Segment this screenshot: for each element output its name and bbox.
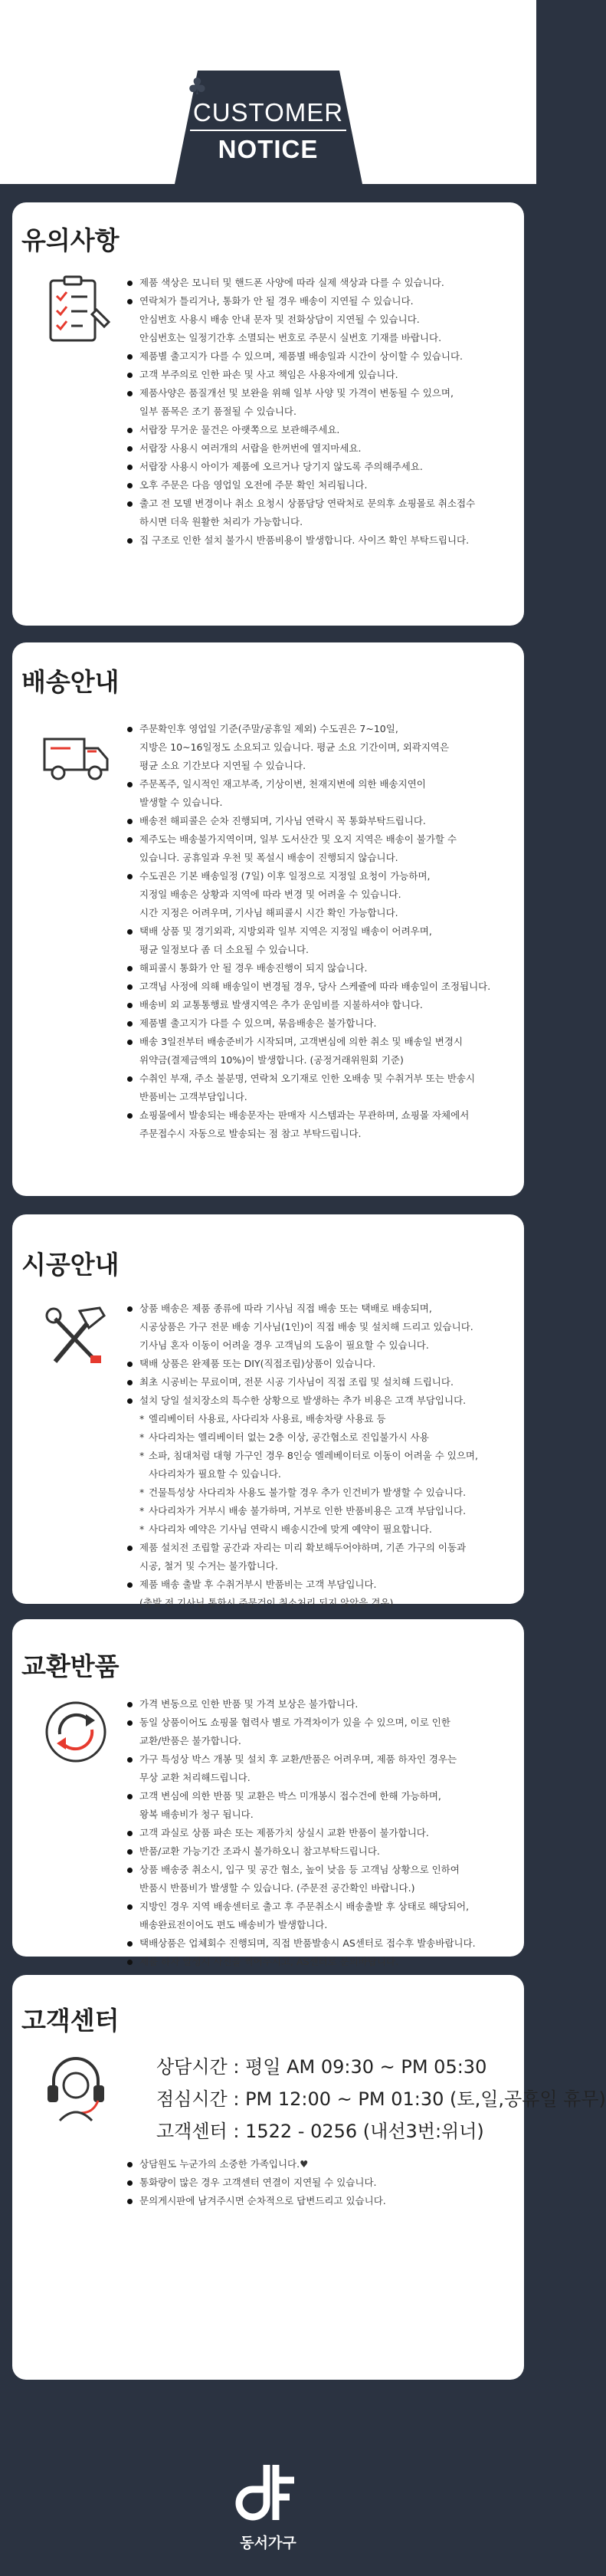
section-title: 유의사항 <box>21 225 120 255</box>
notice-item: 상품 배송은 제품 종류에 따라 기사님 직접 배송 또는 택배로 배송되며, <box>127 1300 518 1318</box>
caution-list <box>127 274 518 550</box>
delivery-truck-icon <box>40 721 112 793</box>
notice-item: 배송완료전이어도 편도 배송비가 발생합니다. <box>139 1919 328 1930</box>
notice-item: * 소파, 침대처럼 대형 가구인 경우 8인승 엘레베이터로 이동이 어려울 수 있으며, <box>127 1447 518 1465</box>
notice-item: 위약금(결제금액의 10%)이 발생합니다. (공정거래위원회 기준) <box>139 1054 404 1066</box>
notice-item: 배송비 외 교통통행료 발생지역은 추가 운임비를 지불하셔야 합니다. <box>127 997 518 1014</box>
refresh-arrows-icon <box>40 1696 112 1768</box>
notice-item: 제품 배송 출발 후 수취거부시 반품비는 고객 부담입니다. <box>127 1576 518 1594</box>
notice-item: * 사다리차 예약은 기사님 연락시 배송시간에 맞게 예약이 필요합니다. <box>127 1521 518 1539</box>
section-title: 고객센터 <box>21 2006 120 2036</box>
notice-item: 택배상품은 업체회수 진행되며, 직접 반품발송시 AS센터로 접수후 발송바랍니다. <box>127 1935 518 1953</box>
notice-item: 주문확인후 영업일 기준(주말/공휴일 제외) 수도권은 7~10일, <box>127 721 518 738</box>
notice-item: 최초 시공비는 무료이며, 전문 시공 기사님이 직접 조립 및 설치해 드립니다. <box>127 1374 518 1392</box>
notice-item: 왕복 배송비가 청구 됩니다. <box>139 1809 254 1820</box>
notice-item: 시간 지정은 어려우며, 기사님 해피콜시 시간 확인 가능합니다. <box>139 907 398 918</box>
cs-phone-number: 고객센터 : 1522 - 0256 (내선3번:위너) <box>156 2121 484 2142</box>
notice-item: 동일 상품이어도 쇼핑몰 협력사 별로 가격차이가 있을 수 있으며, 이로 인한 <box>127 1714 518 1732</box>
delivery-section <box>12 642 524 1196</box>
notice-item: 일부 품목은 조기 품절될 수 있습니다. <box>139 406 296 417</box>
notice-item: 연락처가 틀리거나, 통화가 안 될 경우 배송이 지연될 수 있습니다. <box>127 293 518 310</box>
notice-item: 집 구조로 인한 설치 불가시 반품비용이 발생합니다. 사이즈 확인 부탁드립니다. <box>127 532 518 550</box>
notice-item: 해피콜시 통화가 안 될 경우 배송진행이 되지 않습니다. <box>127 960 518 978</box>
df-brand-logo <box>230 2457 306 2526</box>
notice-item: 교환/반품은 불가합니다. <box>139 1735 241 1746</box>
notice-item: 지정일 배송은 상황과 지역에 따라 변경 및 어려울 수 있습니다. <box>139 889 401 900</box>
section-title: 배송안내 <box>21 667 120 697</box>
notice-item: 제품 설치전 조립할 공간과 자리는 미리 확보해두어야하며, 기존 가구의 이동과 <box>127 1539 518 1557</box>
notice-item: * 건물특성상 사다리차 사용도 불가할 경우 추가 인건비가 발생할 수 있습니다. <box>127 1484 518 1502</box>
notice-item: 서랍장 사용시 여러개의 서랍을 한꺼번에 열지마세요. <box>127 440 518 458</box>
notice-item: 오후 주문은 다음 영업일 오전에 주문 확인 처리됩니다. <box>127 477 518 495</box>
checklist-icon <box>40 274 112 347</box>
notice-item: 택배 상품은 완제품 또는 DIY(직접조립)상품이 있습니다. <box>127 1355 518 1373</box>
notice-item: 서랍장 무거운 물건은 아랫쪽으로 보관해주세요. <box>127 422 518 439</box>
notice-item: (출발 전 기사님 통화시 주문건이 취소처리 되지 않았을 경우) <box>139 1597 394 1608</box>
phone-headset-icon <box>40 2052 112 2124</box>
notice-item: 발생할 수 있습니다. <box>139 797 223 808</box>
notice-item: 고객 부주의로 인한 파손 및 사고 책임은 사용자에게 있습니다. <box>127 366 518 384</box>
notice-item: 서랍장 사용시 아이가 제품에 오르거나 당기지 않도록 주의해주세요. <box>127 458 518 476</box>
cs-hours-lunch: 점심시간 : PM 12:00 ~ PM 01:30 (토,일,공휴일 휴무) <box>156 2088 606 2110</box>
notice-item: 출고 전 모델 변경이나 취소 요청시 상품담당 연락처로 문의후 쇼핑몰로 취소접수 <box>127 495 518 513</box>
notice-item: 지방은 10~16일정도 소요되고 있습니다. 평균 소요 기간이며, 외곽지역은 <box>139 741 450 753</box>
notice-item: 제품별 출고지가 다를 수 있으며, 제품별 배송일과 시간이 상이할 수 있습니다. <box>127 348 518 366</box>
delivery-list <box>127 721 518 1144</box>
exchange-list <box>127 1696 518 1990</box>
notice-item: 수도권은 기본 배송일정 (7일) 이후 일정으로 지정일 요청이 가능하며, <box>127 868 518 886</box>
notice-item: 가구 특성상 박스 개봉 및 설치 후 교환/반품은 어려우며, 제품 하자인 경우는 <box>127 1751 518 1769</box>
caution-section <box>12 202 524 626</box>
notice-item: 제품별 출고지가 다를 수 있으며, 묶음배송은 불가합니다. <box>127 1015 518 1033</box>
notice-item: 무상 교환 처리해드립니다. <box>139 1772 251 1783</box>
notice-item: 제주도는 배송불가지역이며, 일부 도서산간 및 오지 지역은 배송이 불가할 수 <box>127 831 518 849</box>
notice-item: 안심번호는 일정기간후 소멸되는 번호로 주문시 실번호 기재를 바랍니다. <box>139 332 442 343</box>
notice-item: 제품 색상은 모니터 및 핸드폰 사양에 따라 실제 색상과 다를 수 있습니다. <box>127 274 518 292</box>
cs-section <box>12 1975 606 2380</box>
notice-item: 제품사양은 품질개선 및 보완을 위해 일부 사양 및 가격이 변동될 수 있으며, <box>127 385 518 402</box>
notice-item: 택배 상품 및 경기외곽, 지방외곽 일부 지역은 지정일 배송이 어려우며, <box>127 923 518 941</box>
notice-item: 제품 하자 발생시 사진을 찍어두시고, AS센터로 문의바랍니다. <box>127 1953 518 1971</box>
brand-mark-icon: ♣ <box>187 74 208 100</box>
notice-item: 설치 당일 설치장소의 특수한 상황으로 발생하는 추가 비용은 고객 부담입니다. <box>127 1392 518 1410</box>
notice-item: * 사다리차는 엘리베이터 없는 2층 이상, 공간협소로 진입불가시 사용 <box>127 1429 518 1447</box>
notice-item: 배송전 해피콜은 순차 진행되며, 기사님 연락시 꼭 통화부탁드립니다. <box>127 813 518 830</box>
install-section <box>12 1214 524 1608</box>
notice-item: 고객 과실로 상품 파손 또는 제품가치 상실시 교환 반품이 불가합니다. <box>127 1825 518 1842</box>
header-divider <box>190 130 346 131</box>
notice-item: 반품/교환 가능기간 조과시 불가하오니 참고부탁드립니다. <box>127 1843 518 1861</box>
notice-item: 주문폭주, 일시적인 재고부족, 기상이변, 천재지변에 의한 배송지연이 <box>127 776 518 794</box>
section-title: 시공안내 <box>21 1250 120 1280</box>
notice-item: 상담원도 누군가의 소중한 가족입니다.♥ <box>127 2156 518 2174</box>
notice-item: 지방인 경우 지역 배송센터로 출고 후 주문취소시 배송출발 후 상태로 해당되어, <box>127 1898 518 1916</box>
exchange-section <box>12 1619 524 1967</box>
notice-item: 쇼핑몰에서 발송되는 배송문자는 판매자 시스템과는 무관하며, 쇼핑몰 자체에서 <box>127 1107 518 1125</box>
section-title: 교환반품 <box>21 1651 120 1681</box>
notice-item: 기사님 혼자 이동이 어려울 경우 고객님의 도움이 필요할 수 있습니다. <box>139 1339 429 1351</box>
notice-item: 고객 변심에 의한 반품 및 교환은 박스 미개봉시 접수건에 한해 가능하며, <box>127 1788 518 1806</box>
brand-name: 동서가구 <box>240 2535 296 2551</box>
notice-item: 하시면 더욱 원활한 처리가 가능합니다. <box>139 516 303 527</box>
notice-item: 문의게시판에 남겨주시면 순차적으로 답변드리고 있습니다. <box>127 2193 518 2210</box>
header-title-bottom: NOTICE <box>218 135 319 163</box>
notice-item: 반품비는 고객부담입니다. <box>139 1091 247 1102</box>
notice-item: 통화량이 많은 경우 고객센터 연결이 지연될 수 있습니다. <box>127 2174 518 2192</box>
notice-item: 사다리차가 필요할 수 있습니다. <box>149 1468 281 1480</box>
notice-item: 안심번호 사용시 배송 안내 문자 및 전화상담이 지연될 수 있습니다. <box>139 314 420 325</box>
notice-item: 수취인 부재, 주소 불분명, 연락처 오기재로 인한 오배송 및 수취거부 또는 반송시 <box>127 1070 518 1088</box>
notice-item: 주문접수시 자동으로 발송되는 점 참고 부탁드립니다. <box>139 1128 362 1139</box>
notice-item: 배송 3일전부터 배송준비가 시작되며, 고객변심에 의한 취소 및 배송일 변경시 <box>127 1033 518 1051</box>
notice-item: 시공, 철거 및 수거는 불가합니다. <box>139 1560 278 1572</box>
notice-item: 상품 배송중 취소시, 입구 및 공간 협소, 높이 낮음 등 고객님 상황으로 인하여 <box>127 1861 518 1879</box>
notice-header <box>0 0 536 184</box>
header-title-top: CUSTOMER <box>192 98 344 127</box>
notice-item: 가격 변동으로 인한 반품 및 가격 보상은 불가합니다. <box>127 1696 518 1714</box>
notice-item: 반품시 반품비가 발생할 수 있습니다. (주문전 공간확인 바랍니다.) <box>139 1882 415 1894</box>
cs-hours-consult: 상담시간 : 평일 AM 09:30 ~ PM 05:30 <box>156 2056 487 2078</box>
cs-list <box>127 2156 518 2211</box>
notice-item: 있습니다. 공휴일과 우천 및 폭설시 배송이 진행되지 않습니다. <box>139 852 398 863</box>
notice-item: 고객님 사정에 의해 배송일이 변경될 경우, 당사 스케쥴에 따라 배송일이 조정됩니다. <box>127 978 518 996</box>
notice-item: 평균 소요 기간보다 지연될 수 있습니다. <box>139 760 306 771</box>
tools-icon <box>40 1300 112 1372</box>
notice-item: 평균 일정보다 좀 더 소요될 수 있습니다. <box>139 944 310 955</box>
notice-item: * 엘리베이터 사용료, 사다리차 사용료, 배송차량 사용료 등 <box>127 1411 518 1428</box>
install-list <box>127 1300 518 1613</box>
notice-item: * 사다리차가 거부시 배송 불가하며, 거부로 인한 반품비용은 고객 부담입니다. <box>127 1503 518 1520</box>
notice-item: 시공상품은 가구 전문 배송 기사님(1인)이 직접 배송 및 설치해 드리고 있습니다. <box>139 1321 473 1332</box>
